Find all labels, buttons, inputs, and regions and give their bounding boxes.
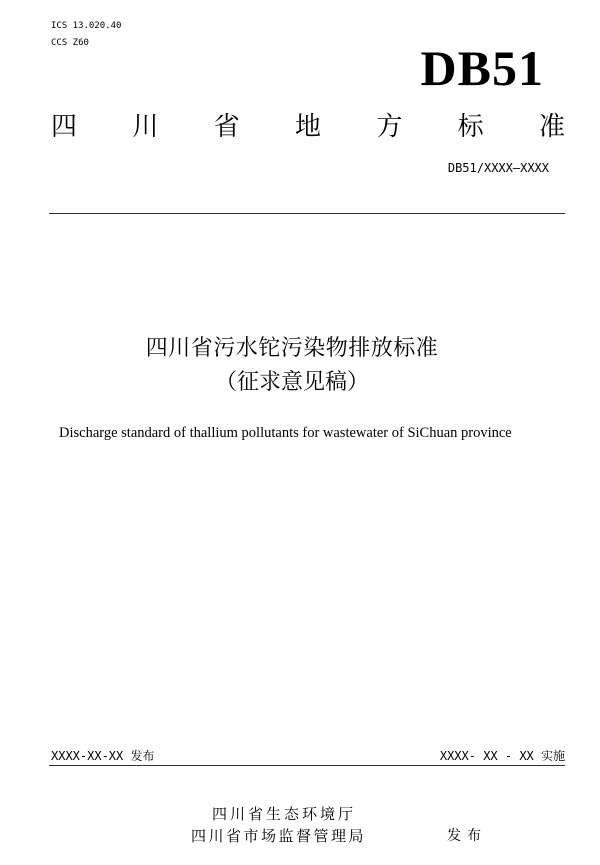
ics-code: ICS 13.020.40 [51,21,122,31]
local-standard-char: 地 [294,112,321,142]
local-standard-char: 标 [457,112,484,142]
local-standard-char: 省 [213,112,240,142]
publish-label: 发布 [447,828,487,844]
local-standard-heading [51,111,565,143]
implement-date: XXXX- XX - XX 实施 [439,749,565,763]
draft-note: （征求意见稿） [214,370,369,395]
issuer-ecology-department: 四川省生态环境厅 [212,805,357,823]
local-standard-char: 川 [132,112,159,142]
local-standard-char: 准 [538,112,565,142]
local-standard-char: 四 [51,112,78,142]
document-title: 四川省污水铊污染物排放标准 [145,336,439,361]
standard-code: DB51/XXXX—XXXX [447,161,549,175]
issuer-market-regulation: 四川省市场监督管理局 [191,827,367,845]
top-divider [49,213,565,214]
ccs-code: CCS Z60 [51,38,89,48]
db-logo: DB51 [420,40,544,96]
issue-date: XXXX-XX-XX 发布 [51,749,155,763]
bottom-divider [49,765,565,766]
english-title: Discharge standard of thallium pollutants for wastewater of SiChuan province [59,425,512,441]
local-standard-char: 方 [376,112,403,142]
